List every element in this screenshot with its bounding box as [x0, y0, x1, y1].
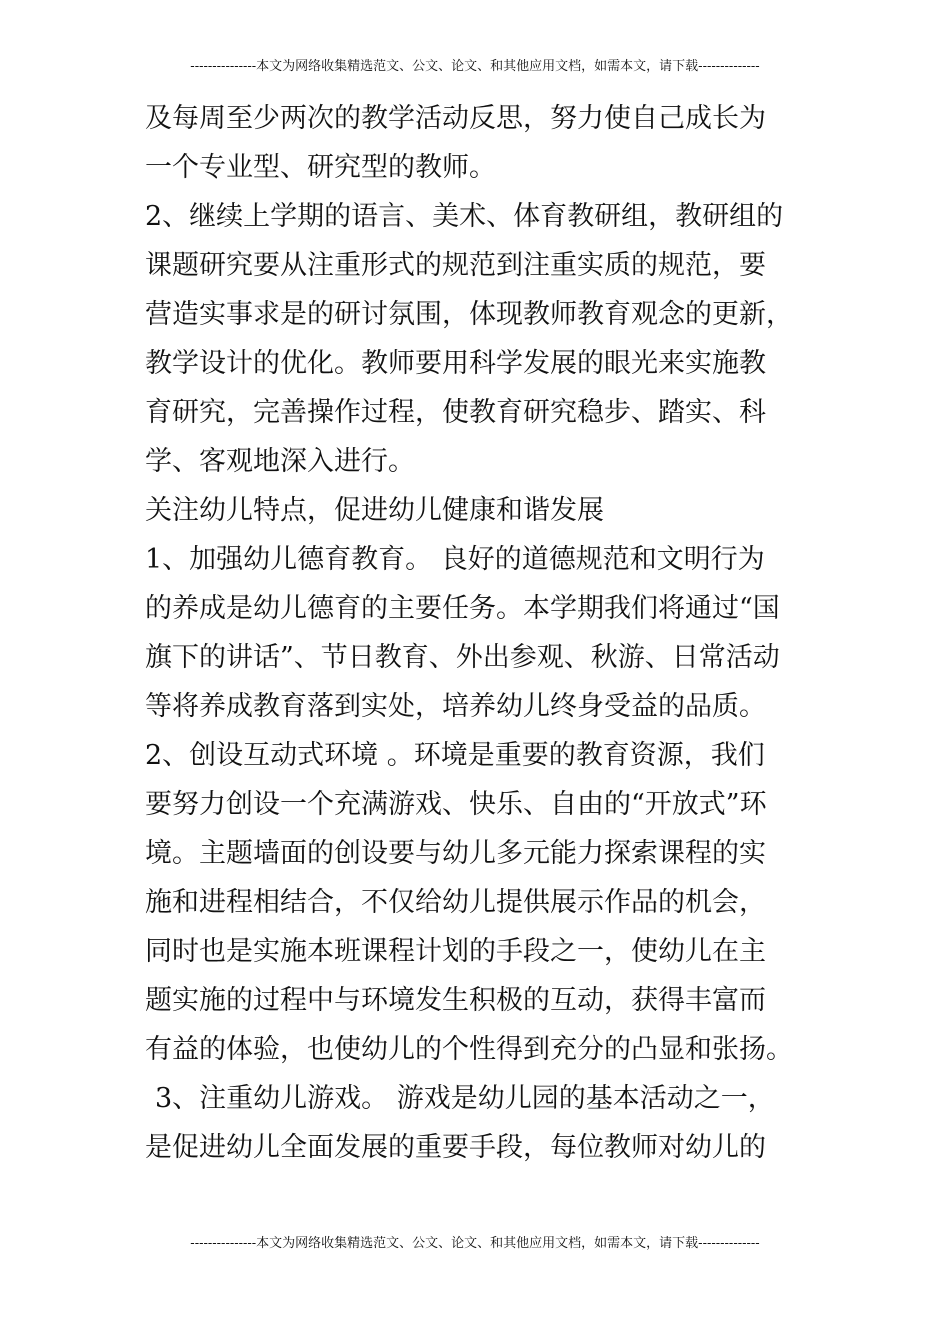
body-line: 2、创设互动式环境 。环境是重要的教育资源，我们	[145, 740, 765, 771]
body-line: 2、继续上学期的语言、美术、体育教研组，教研组的	[145, 201, 784, 232]
body-line: 一个专业型、研究型的教师。	[145, 152, 496, 183]
body-line: 教学设计的优化。教师要用科学发展的眼光来实施教	[145, 348, 766, 379]
body-line: 的养成是幼儿德育的主要任务。本学期我们将通过“国	[145, 593, 780, 624]
body-line: 有益的体验，也使幼儿的个性得到充分的凸显和张扬。	[145, 1034, 793, 1065]
body-line: 1、加强幼儿德育教育。 良好的道德规范和文明行为	[145, 544, 765, 575]
body-line: 等将养成教育落到实处，培养幼儿终身受益的品质。	[145, 691, 766, 722]
body-line: 同时也是实施本班课程计划的手段之一，使幼儿在主	[145, 936, 766, 967]
body-line: 学、客观地深入进行。	[145, 446, 415, 477]
body-line: 是促进幼儿全面发展的重要手段，每位教师对幼儿的	[145, 1132, 766, 1163]
body-line: 施和进程相结合，不仅给幼儿提供展示作品的机会，	[145, 887, 766, 918]
body-line: 旗下的讲话”、节日教育、外出参观、秋游、日常活动	[145, 642, 780, 673]
body-line: 育研究，完善操作过程，使教育研究稳步、踏实、科	[145, 397, 766, 428]
body-line: 营造实事求是的研讨氛围，体现教师教育观念的更新，	[145, 299, 793, 330]
document-body	[145, 94, 825, 1172]
body-line: 境。主题墙面的创设要与幼儿多元能力探索课程的实	[145, 838, 766, 869]
body-line: 要努力创设一个充满游戏、快乐、自由的“开放式”环	[145, 789, 767, 820]
body-line: 及每周至少两次的教学活动反思，努力使自己成长为	[145, 103, 766, 134]
page-header: ---------------本文为网络收集精选范文、公文、论文、和其他应用文档，如需本文，请下载--------------	[190, 59, 760, 74]
section-heading: 关注幼儿特点，促进幼儿健康和谐发展	[145, 495, 604, 526]
page-footer: ---------------本文为网络收集精选范文、公文、论文、和其他应用文档，如需本文，请下载--------------	[190, 1236, 760, 1251]
body-line: 课题研究要从注重形式的规范到注重实质的规范，要	[145, 250, 766, 281]
body-line: 题实施的过程中与环境发生积极的互动，获得丰富而	[145, 985, 766, 1016]
body-line: 3、注重幼儿游戏。 游戏是幼儿园的基本活动之一，	[155, 1083, 775, 1114]
